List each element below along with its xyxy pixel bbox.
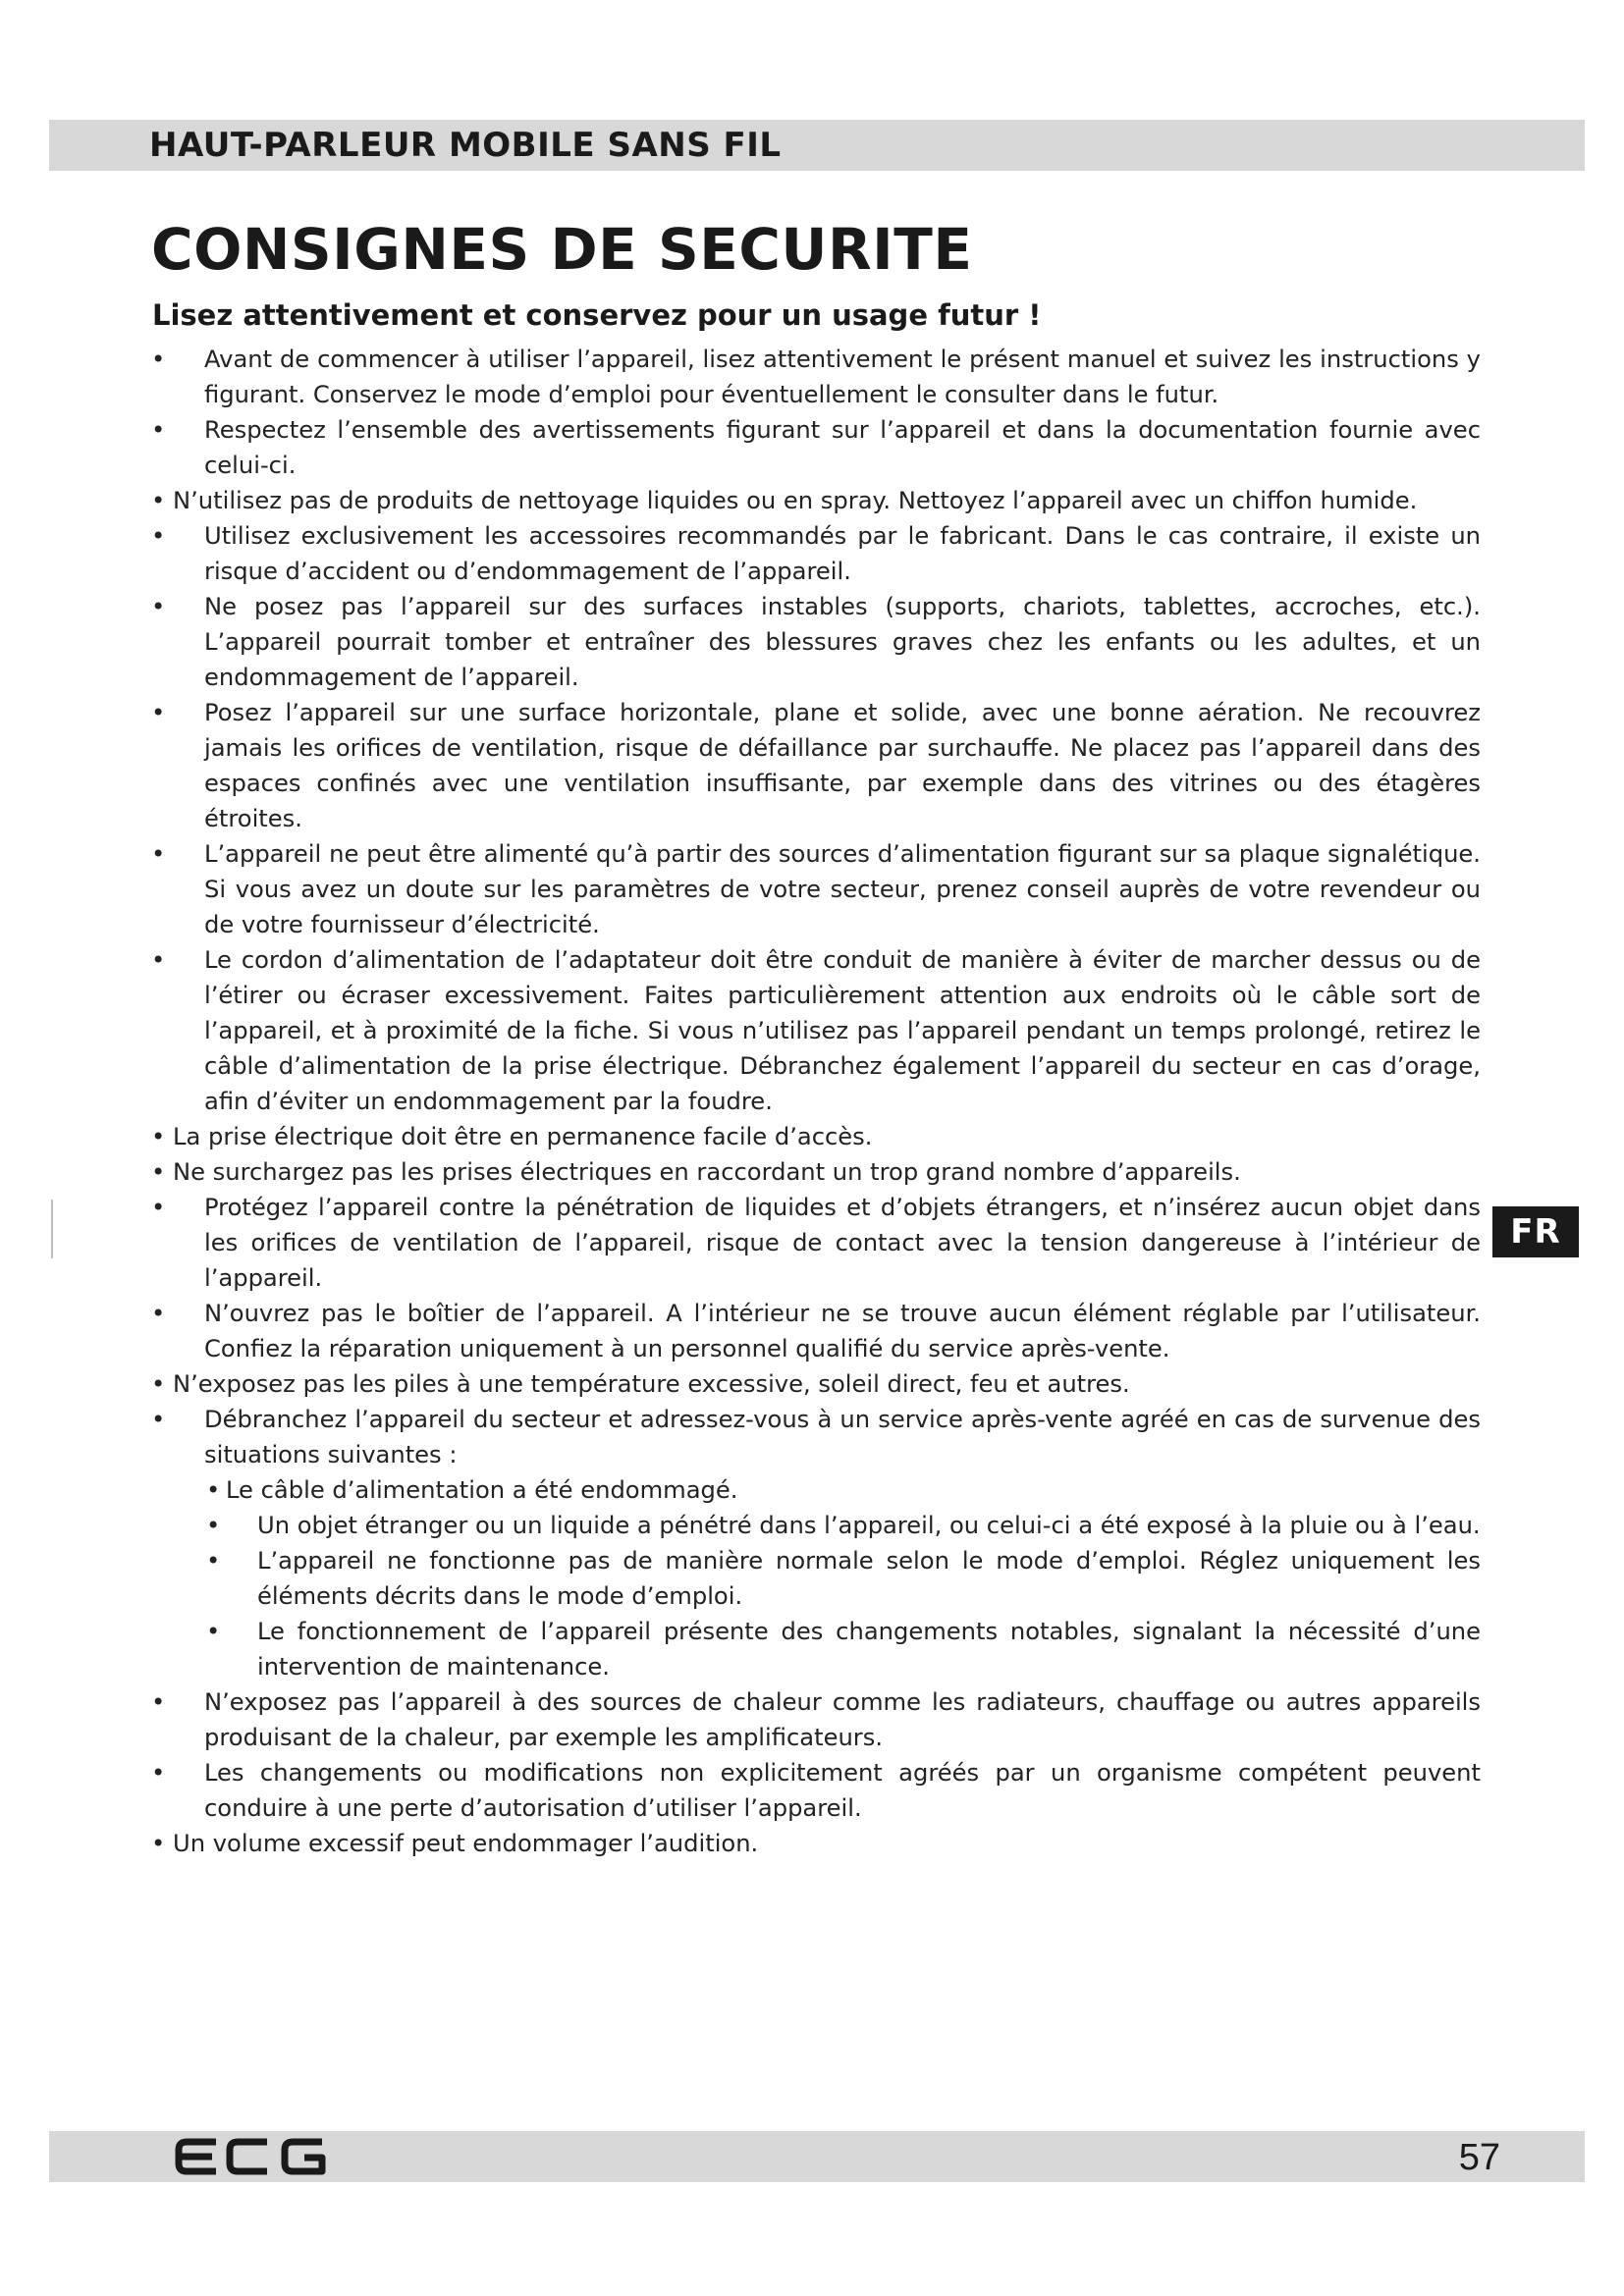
bullet-icon: • xyxy=(151,1688,166,1716)
list-item xyxy=(151,1826,1481,1861)
list-item-text: Le câble d’alimentation a été endommagé. xyxy=(226,1476,738,1504)
list-item-text: Ne posez pas l’appareil sur des surfaces instables (supports, chariots, tablettes, accroches, etc.). L’appareil pourrait tomber et entraîner des blessures graves chez les enfants ou les adultes, et un endommagement de l’appareil. xyxy=(204,593,1481,691)
bullet-icon: • xyxy=(151,946,166,974)
bullet-icon: • xyxy=(151,1123,166,1150)
bullet-icon: • xyxy=(151,1158,166,1186)
list-item xyxy=(151,1684,1481,1755)
language-tab: FR xyxy=(1492,1206,1579,1257)
list-item-text: La prise électrique doit être en permanence facile d’accès. xyxy=(173,1123,873,1150)
bullet-icon: • xyxy=(151,1830,166,1857)
sub-list-item xyxy=(151,1543,1481,1614)
list-item-text: Débranchez l’appareil du secteur et adressez-vous à un service après-vente agréé en cas de survenue des situations suivantes : xyxy=(204,1406,1481,1468)
list-item-text: Le cordon d’alimentation de l’adaptateur doit être conduit de manière à éviter de marcher dessus ou de l’étirer ou écraser excessivement. Faites particulièrement attention aux endroits où le câble sort de l’appareil, et à proximité de la fiche. Si vous n’utilisez pas l’appareil pendant un temps prolongé, retirez le câble d’alimentation de la prise électrique. Débranchez également l’appareil du secteur en cas d’orage, afin d’éviter un endommagement par la foudre. xyxy=(204,946,1481,1115)
list-item-text: Protégez l’appareil contre la pénétration de liquides et d’objets étrangers, et n’insérez aucun objet dans les orifices de ventilation de l’appareil, risque de contact avec la tension dangereuse à l’intérieur de l’appareil. xyxy=(204,1194,1481,1292)
list-item-text: Un objet étranger ou un liquide a pénétré dans l’appareil, ou celui-ci a été exposé à la pluie ou à l’eau. xyxy=(257,1512,1481,1539)
sub-list-item xyxy=(151,1508,1481,1543)
list-item-text: Posez l’appareil sur une surface horizontale, plane et solide, avec une bonne aération. Ne recouvrez jamais les orifices de ventilation, risque de défaillance par surchauffe. Ne placez pas l’appareil dans des espaces confinés avec une ventilation insuffisante, par exemple dans des vitrines ou des étagères étroites. xyxy=(204,699,1481,832)
ecg-logo xyxy=(173,2134,330,2179)
bullet-icon: • xyxy=(151,1300,166,1327)
list-item-text: L’appareil ne fonctionne pas de manière normale selon le mode d’emploi. Réglez uniquement les éléments décrits dans le mode d’emploi. xyxy=(257,1547,1481,1610)
header-bar xyxy=(49,120,1585,171)
page-title: CONSIGNES DE SECURITE xyxy=(151,216,973,283)
bullet-icon: • xyxy=(151,487,166,514)
list-item xyxy=(151,1190,1481,1296)
bullet-icon: • xyxy=(151,1406,166,1433)
list-item-text: N’exposez pas l’appareil à des sources de chaleur comme les radiateurs, chauffage ou autres appareils produisant de la chaleur, par exemple les amplificateurs. xyxy=(204,1688,1481,1751)
list-item xyxy=(151,518,1481,589)
list-item xyxy=(151,1296,1481,1366)
list-item-text: L’appareil ne peut être alimenté qu’à partir des sources d’alimentation figurant sur sa plaque signalétique. Si vous avez un doute sur les paramètres de votre secteur, prenez conseil auprès de votre revendeur ou de votre fournisseur d’électricité. xyxy=(204,840,1481,938)
list-item-text: Les changements ou modifications non explicitement agréés par un organisme compétent peuvent conduire à une perte d’autorisation d’utiliser l’appareil. xyxy=(204,1759,1481,1822)
list-item xyxy=(151,1755,1481,1826)
safety-list xyxy=(151,342,1481,1861)
page-number: 57 xyxy=(1458,2137,1500,2178)
bullet-icon: • xyxy=(151,1759,166,1787)
list-item xyxy=(151,342,1481,412)
list-item-text: Avant de commencer à utiliser l’appareil, lisez attentivement le présent manuel et suivez les instructions y figurant. Conservez le mode d’emploi pour éventuellement le consulter dans le futur. xyxy=(204,346,1481,408)
list-item-text: Respectez l’ensemble des avertissements figurant sur l’appareil et dans la documentation fournie avec celui-ci. xyxy=(204,416,1481,479)
list-item-text: Ne surchargez pas les prises électriques en raccordant un trop grand nombre d’appareils. xyxy=(173,1158,1241,1186)
list-item xyxy=(151,1119,1481,1154)
bullet-icon: • xyxy=(206,1476,221,1504)
bullet-icon: • xyxy=(206,1512,221,1539)
list-item-text: N’exposez pas les piles à une température excessive, soleil direct, feu et autres. xyxy=(173,1370,1130,1398)
list-item xyxy=(151,836,1481,942)
list-item-text: N’ouvrez pas le boîtier de l’appareil. A l’intérieur ne se trouve aucun élément réglable par l’utilisateur. Confiez la réparation uniquement à un personnel qualifié du service après-vente. xyxy=(204,1300,1481,1362)
bullet-icon: • xyxy=(151,840,166,868)
list-item xyxy=(151,1154,1481,1190)
list-item-text: Utilisez exclusivement les accessoires recommandés par le fabricant. Dans le cas contraire, il existe un risque d’accident ou d’endommagement de l’appareil. xyxy=(204,522,1481,585)
list-item-text: N’utilisez pas de produits de nettoyage liquides ou en spray. Nettoyez l’appareil avec un chiffon humide. xyxy=(173,487,1418,514)
bullet-icon: • xyxy=(151,346,166,373)
header-title: HAUT-PARLEUR MOBILE SANS FIL xyxy=(149,126,782,165)
list-item xyxy=(151,1366,1481,1402)
list-item xyxy=(151,483,1481,518)
bullet-icon: • xyxy=(151,699,166,726)
list-item xyxy=(151,695,1481,836)
page-subtitle: Lisez attentivement et conservez pour un usage futur ! xyxy=(152,298,1042,332)
bullet-icon: • xyxy=(151,593,166,620)
list-item xyxy=(151,942,1481,1119)
bullet-icon: • xyxy=(206,1547,221,1575)
list-item-text: Le fonctionnement de l’appareil présente des changements notables, signalant la nécessité d’une intervention de maintenance. xyxy=(257,1618,1481,1681)
bullet-icon: • xyxy=(151,522,166,550)
sub-list-item xyxy=(151,1472,1481,1508)
sub-list-item xyxy=(151,1614,1481,1684)
list-item xyxy=(151,1402,1481,1472)
list-item-text: Un volume excessif peut endommager l’audition. xyxy=(173,1830,759,1857)
list-item xyxy=(151,589,1481,695)
list-item xyxy=(151,412,1481,483)
bullet-icon: • xyxy=(151,1194,166,1221)
bullet-icon: • xyxy=(151,416,166,444)
bullet-icon: • xyxy=(151,1370,166,1398)
margin-mark xyxy=(51,1200,53,1258)
bullet-icon: • xyxy=(206,1618,221,1645)
